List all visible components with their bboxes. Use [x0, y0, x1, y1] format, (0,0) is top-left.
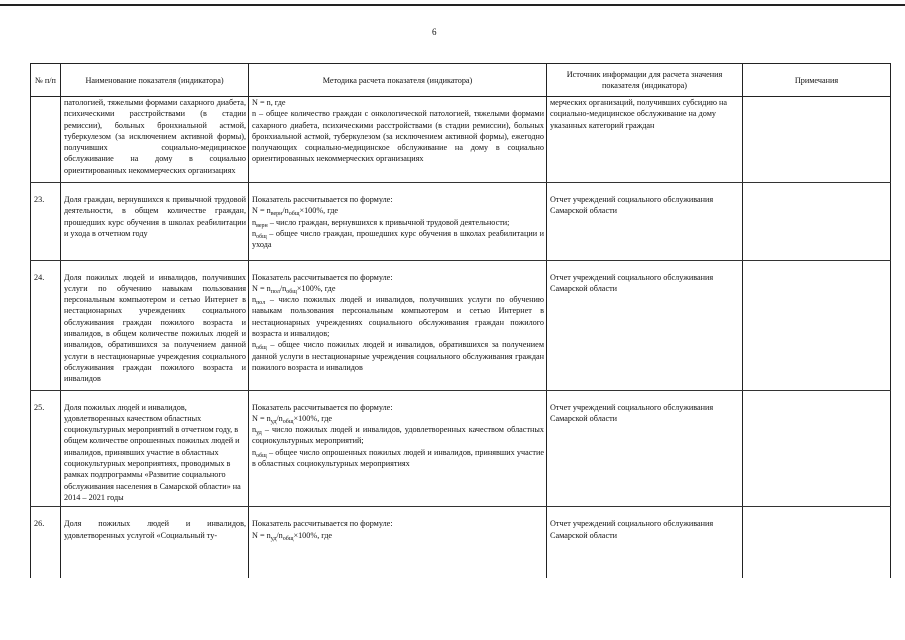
row-source: Отчет учреждений социального обслуживания Самарской области — [547, 507, 743, 579]
header-method: Методика расчета показателя (индикатора) — [249, 64, 547, 97]
row-formula: $N = n_{уд}/n_{общ}\times 100\%$, где — [252, 530, 333, 542]
row-formula: $N = n_{уд}/n_{общ}\times 100\%$, где — [252, 413, 333, 425]
row-notes — [743, 183, 891, 260]
table-row — [31, 507, 891, 579]
row-method-text-2: $n_{общ}$ – общее число опрошенных пожилых людей и инвалидов, принявших участие в областных социокультурных мероприятиях — [252, 447, 544, 469]
header-source: Источник информации для расчета значения показателя (индикатора) — [547, 64, 743, 97]
row-num — [31, 97, 61, 183]
row-name: Доля пожилых людей и инвалидов, удовлетворенных услугой «Социальный ту- — [61, 507, 249, 579]
table-row — [31, 260, 891, 390]
indicator-table — [30, 63, 891, 578]
row-method-text-2: $n_{общ}$ – общее число граждан, прошедших курс обучения в школах реабилитации и ухода — [252, 228, 544, 250]
row-num: 23. — [31, 183, 61, 260]
row-name: Доля пожилых людей и инвалидов, удовлетворенных качеством областных социокультурных мероприятий в отчетном году, в общем количестве опрошенных пожилых людей и инвалидов, принявших участие в областных социокультурных мероприятиях, проводимых в рамках подпрограммы «Развитие социального обслуживания населения в Самарской области» на 2014 – 2021 годы — [61, 390, 249, 507]
row-source: Отчет учреждений социального обслуживания Самарской области — [547, 260, 743, 390]
row-num: 25. — [31, 390, 61, 507]
row-name: Доля граждан, вернувшихся к привычной трудовой деятельности, в общем количестве граждан, прошедших курс обучения в школах реабилитации и ухода в отчетном году — [61, 183, 249, 260]
header-num: № п/п — [31, 64, 61, 97]
row-notes — [743, 97, 891, 183]
row-name: Доля пожилых людей и инвалидов, получивших услуги по обучению навыкам пользования персональным компьютером и сетью Интернет в нестационарных учреждениях социального обслуживания граждан пожилого возраста и инвалидов, в общем количестве пожилых людей и инвалидов, обратившихся за получением данной услуги в нестационарные учреждения социального обслуживания граждан пожилого возраста и инвалидов — [61, 260, 249, 390]
row-notes — [743, 260, 891, 390]
row-intro: Показатель рассчитывается по формуле: — [252, 272, 393, 282]
row-source: Отчет учреждений социального обслуживания Самарской области — [547, 390, 743, 507]
row-method-text: n – общее количество граждан с онкологической патологией, тяжелыми формами сахарного диабета, психическими расстройствами (в стадии ремиссии), больных бронхиальной астмой, туберкулезом (за исключением активной формы), ежегодно получающих социально-медицинское обслуживание на дому в социально ориентированных некоммерческих организациях — [252, 109, 544, 164]
row-method — [249, 260, 547, 390]
row-formula: N = n, где — [252, 98, 286, 107]
table-row — [31, 390, 891, 507]
row-name: патологией, тяжелыми формами сахарного диабета, психическими расстройствами (в стадии ремиссии), больных бронхиальной астмой, туберкулезом (за исключением активной формы), получивших социально-медицинское обслуживание на дому в социально ориентированных некоммерческих организациях — [61, 97, 249, 183]
row-source: мерческих организаций, получивших субсидию на социально-медицинское обслуживание на дому указанных категорий граждан — [547, 97, 743, 183]
row-method — [249, 390, 547, 507]
page-number: 6 — [432, 27, 437, 37]
table-row — [31, 97, 891, 183]
row-formula: $N = n_{верн}/n_{общ}\times 100\%$, где — [252, 206, 339, 218]
row-method-text-2: $n_{общ}$ – общее число пожилых людей и инвалидов, обратившихся за получением данной услуги в нестационарные учреждения социального обслуживания граждан пожилого возраста и инвалидов — [252, 340, 544, 372]
row-intro: Показатель рассчитывается по формуле: — [252, 195, 393, 205]
page-top-border — [0, 4, 905, 6]
row-num: 24. — [31, 260, 61, 390]
row-method-text: $n_{верн}$ – число граждан, вернувшихся к привычной трудовой деятельности; — [252, 217, 510, 229]
header-notes: Примечания — [743, 64, 891, 97]
row-intro: Показатель рассчитывается по формуле: — [252, 519, 393, 529]
row-num: 26. — [31, 507, 61, 579]
header-name: Наименование показателя (индикатора) — [61, 64, 249, 97]
row-method — [249, 183, 547, 260]
row-method-text: $n_{уд}$ – число пожилых людей и инвалидов, удовлетворенных качеством областных социокультурных мероприятий; — [252, 425, 544, 446]
row-notes — [743, 390, 891, 507]
row-method — [249, 97, 547, 183]
row-method-text: $n_{пол}$ – число пожилых людей и инвалидов, получивших услуги по обучению навыкам пользования персональным компьютером и сетью Интернет в нестационарных учреждениях социального обслуживания граждан пожилого возраста и инвалидов; — [252, 295, 544, 339]
row-source: Отчет учреждений социального обслуживания Самарской области — [547, 183, 743, 260]
table-header-row — [31, 64, 891, 97]
row-intro: Показатель рассчитывается по формуле: — [252, 402, 393, 412]
row-method — [249, 507, 547, 579]
row-notes — [743, 507, 891, 579]
row-formula: $N = n_{пол}/n_{общ}\times 100\%$, где — [252, 283, 336, 295]
table-row — [31, 183, 891, 260]
